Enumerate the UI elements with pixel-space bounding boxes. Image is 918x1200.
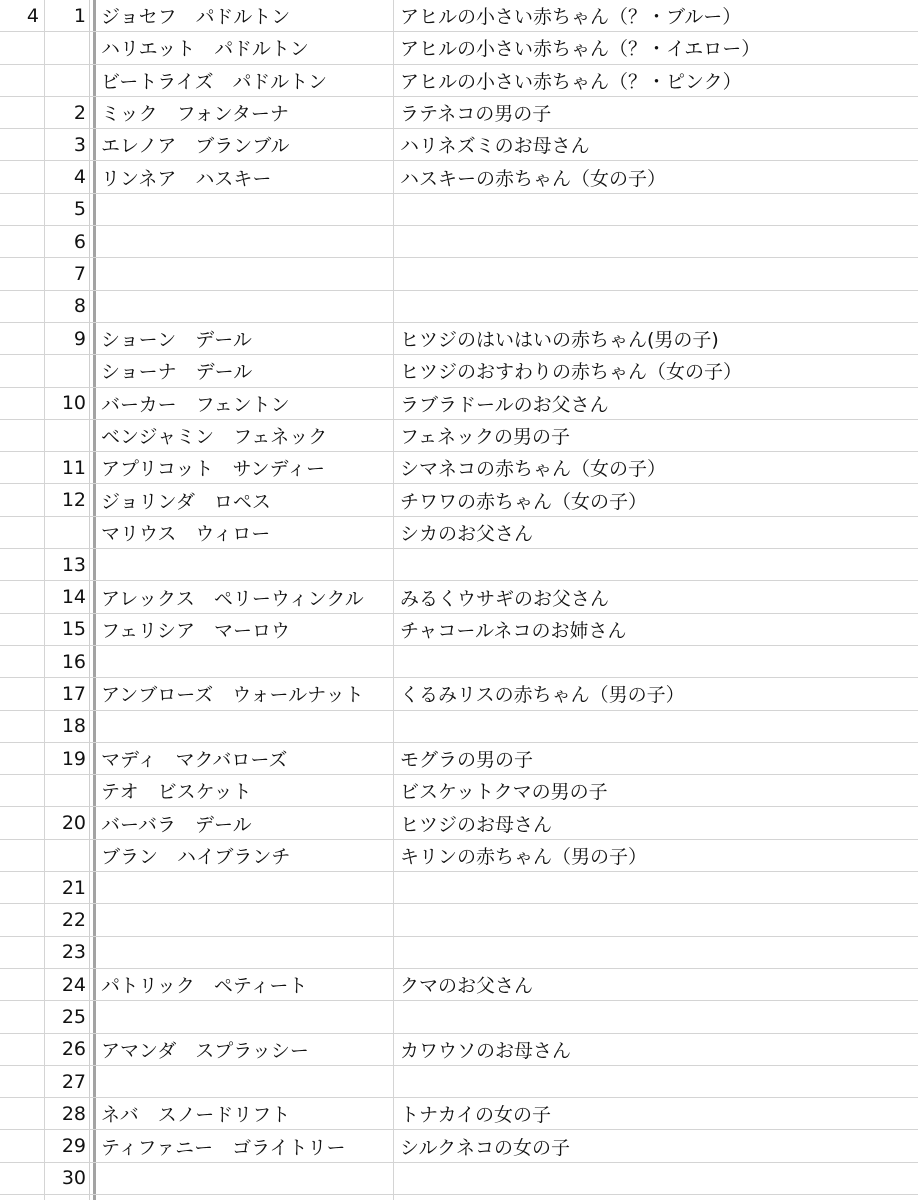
cell-description[interactable]: ラブラドールのお父さん	[400, 393, 609, 416]
cell-number[interactable]: 20	[61, 812, 86, 835]
table-row	[0, 646, 918, 678]
cell-a[interactable]	[0, 97, 44, 128]
cell-name[interactable]	[96, 1066, 393, 1097]
cell-a[interactable]: 4	[26, 4, 39, 27]
cell-number[interactable]: 15	[61, 618, 86, 641]
cell-name[interactable]	[96, 872, 393, 903]
cell-name[interactable]: ショーン デール	[101, 329, 252, 352]
table-row	[0, 969, 918, 1001]
cell-a[interactable]	[0, 872, 44, 903]
cell-name[interactable]	[96, 226, 393, 257]
cell-name[interactable]	[96, 1163, 393, 1194]
cell-a[interactable]	[0, 485, 44, 516]
cell-description[interactable]: ヒツジのはいはいの赤ちゃん(男の子)	[400, 329, 719, 352]
cell-description[interactable]: くるみリスの赤ちゃん（男の子）	[400, 684, 685, 707]
table-row	[0, 1001, 918, 1033]
cell-description[interactable]: クマのお父さん	[400, 975, 534, 998]
cell-description[interactable]: チャコールネコのお姉さん	[400, 619, 627, 642]
cell-a[interactable]	[0, 1001, 44, 1032]
cell-name[interactable]: アンブローズ ウォールナット	[101, 684, 364, 707]
cell-description[interactable]	[393, 549, 918, 580]
cell-description[interactable]	[393, 904, 918, 935]
table-row	[0, 808, 918, 840]
cell-name[interactable]: パトリック ペティート	[101, 975, 308, 998]
cell-a[interactable]	[0, 808, 44, 839]
cell-number[interactable]: 13	[61, 553, 86, 576]
cell-name[interactable]	[96, 194, 393, 225]
cell-number[interactable]	[44, 32, 89, 63]
cell-name[interactable]: アマンダ スプラッシー	[101, 1039, 309, 1062]
cell-name[interactable]: アプリコット サンディー	[101, 458, 326, 481]
cell-number[interactable]: 4	[73, 166, 86, 189]
cell-a[interactable]	[0, 743, 44, 774]
cell-a[interactable]	[0, 291, 44, 322]
cell-name[interactable]: ネバ スノードリフト	[101, 1104, 291, 1127]
cell-a[interactable]	[0, 775, 44, 806]
cell-name[interactable]: ジョセフ パドルトン	[101, 6, 291, 29]
cell-name[interactable]: フェリシア マーロウ	[101, 619, 291, 642]
cell-a[interactable]	[0, 937, 44, 968]
table-row	[0, 388, 918, 420]
cell-name[interactable]	[96, 904, 393, 935]
cell-number[interactable]: 1	[73, 4, 86, 27]
cell-number[interactable]: 23	[61, 941, 86, 964]
cell-description[interactable]	[393, 226, 918, 257]
cell-description[interactable]: モグラの男の子	[400, 749, 534, 772]
cell-number[interactable]: 12	[61, 489, 86, 512]
cell-description[interactable]: アヒルの小さい赤ちゃん（？・イエロー）	[400, 38, 761, 61]
cell-number[interactable]: 9	[73, 327, 86, 350]
cell-number[interactable]: 22	[61, 909, 86, 932]
cell-a[interactable]	[0, 388, 44, 419]
table-row	[0, 65, 918, 97]
cell-description[interactable]: シルクネコの女の子	[400, 1136, 570, 1159]
cell-description[interactable]: チワワの赤ちゃん（女の子）	[400, 490, 648, 513]
cell-a[interactable]	[0, 549, 44, 580]
table-row	[0, 194, 918, 226]
cell-description[interactable]: みるくウサギのお父さん	[400, 587, 610, 610]
cell-number[interactable]: 17	[61, 682, 86, 705]
cell-number[interactable]: 26	[61, 1038, 86, 1061]
cell-number[interactable]: 7	[73, 263, 86, 286]
cell-description[interactable]: ヒツジのお母さん	[400, 813, 553, 836]
cell-a[interactable]	[0, 711, 44, 742]
cell-number[interactable]: 21	[61, 876, 86, 899]
cell-number[interactable]: 16	[61, 650, 86, 673]
cell-a[interactable]	[0, 646, 44, 677]
cell-name[interactable]: リンネア ハスキー	[101, 167, 272, 190]
table-row	[0, 614, 918, 646]
cell-description[interactable]: ラテネコの男の子	[400, 103, 552, 126]
table-row	[0, 840, 918, 872]
cell-description[interactable]	[393, 872, 918, 903]
cell-a[interactable]	[0, 194, 44, 225]
cell-name[interactable]: ブラン ハイブランチ	[101, 845, 291, 868]
cell-a[interactable]	[0, 226, 44, 257]
cell-name[interactable]: エレノア ブランブル	[101, 135, 290, 158]
table-row	[0, 420, 918, 452]
cell-description[interactable]: シマネコの赤ちゃん（女の子）	[400, 458, 667, 481]
cell-a[interactable]	[0, 969, 44, 1000]
cell-number[interactable]: 14	[61, 586, 86, 609]
cell-number[interactable]: 25	[61, 1005, 86, 1028]
table-row	[0, 549, 918, 581]
cell-number[interactable]: 3	[73, 133, 86, 156]
cell-name[interactable]: ミック フォンターナ	[101, 103, 289, 126]
cell-name[interactable]: マリウス ウィロー	[101, 522, 271, 545]
cell-a[interactable]	[0, 129, 44, 160]
cell-a[interactable]	[0, 1098, 44, 1129]
cell-a[interactable]	[0, 420, 44, 451]
cell-number[interactable]: 6	[73, 230, 86, 253]
cell-a[interactable]	[0, 355, 44, 386]
cell-description[interactable]	[393, 291, 918, 322]
table-row	[0, 258, 918, 290]
cell-description[interactable]: トナカイの女の子	[400, 1104, 552, 1127]
table-row	[0, 775, 918, 807]
cell-a[interactable]	[0, 65, 44, 96]
cell-number[interactable]	[44, 65, 89, 96]
table-row	[0, 323, 918, 355]
cell-a[interactable]	[0, 1163, 44, 1194]
cell-name[interactable]	[96, 646, 393, 677]
cell-number[interactable]: 10	[61, 392, 86, 415]
cell-number[interactable]: 29	[61, 1135, 86, 1158]
cell-a[interactable]	[0, 32, 44, 63]
cell-number[interactable]: 11	[61, 456, 86, 479]
cell-number[interactable]	[44, 775, 89, 806]
cell-number[interactable]: 5	[73, 198, 86, 221]
table-row	[0, 485, 918, 517]
table-row	[0, 0, 918, 32]
table-row	[0, 1034, 918, 1066]
table-row	[0, 872, 918, 904]
cell-name[interactable]: バーバラ デール	[101, 813, 252, 836]
table-row	[0, 517, 918, 549]
cell-description[interactable]: ビスケットクマの男の子	[400, 781, 608, 804]
cell-number[interactable]	[44, 420, 89, 451]
cell-name[interactable]: ハリエット パドルトン	[101, 38, 309, 61]
cell-name[interactable]	[96, 258, 393, 289]
cell-description[interactable]: ハスキーの赤ちゃん（女の子）	[400, 167, 667, 190]
cell-description[interactable]	[393, 194, 918, 225]
cell-a[interactable]	[0, 517, 44, 548]
table-row	[0, 226, 918, 258]
cell-name[interactable]: アレックス ペリーウィンクル	[101, 587, 364, 610]
cell-number[interactable]: 27	[61, 1070, 86, 1093]
cell-description[interactable]: アヒルの小さい赤ちゃん（？・ブルー）	[400, 6, 742, 29]
cell-number[interactable]: 2	[73, 101, 86, 124]
cell-name[interactable]: ティファニー ゴライトリー	[101, 1136, 346, 1159]
table-row	[0, 678, 918, 710]
cell-description[interactable]: アヒルの小さい赤ちゃん（？・ピンク）	[400, 70, 742, 93]
cell-description[interactable]	[393, 646, 918, 677]
cell-name[interactable]: ショーナ デール	[101, 361, 253, 384]
cell-description[interactable]	[393, 1163, 918, 1194]
table-row	[0, 355, 918, 387]
cell-a[interactable]	[0, 840, 44, 871]
table-row	[0, 129, 918, 161]
cell-number[interactable]: 24	[61, 973, 86, 996]
table-row	[0, 97, 918, 129]
cell-name[interactable]: テオ ビスケット	[101, 781, 252, 804]
table-row	[0, 291, 918, 323]
cell-a[interactable]	[0, 1034, 44, 1065]
cell-description[interactable]	[393, 937, 918, 968]
cell-name[interactable]	[96, 549, 393, 580]
cell-description[interactable]: ハリネズミのお母さん	[400, 135, 590, 158]
cell-name[interactable]: バーカー フェントン	[101, 393, 290, 416]
cell-description[interactable]	[393, 1066, 918, 1097]
cell-a[interactable]	[0, 904, 44, 935]
cell-number[interactable]: 30	[61, 1167, 86, 1190]
cell-a[interactable]	[0, 258, 44, 289]
cell-number[interactable]	[44, 840, 89, 871]
cell-a[interactable]	[0, 1131, 44, 1162]
cell-name[interactable]	[96, 711, 393, 742]
cell-name[interactable]: ベンジャミン フェネック	[101, 426, 328, 449]
table-row	[0, 937, 918, 969]
cell-a[interactable]	[0, 581, 44, 612]
table-row	[0, 711, 918, 743]
cell-description[interactable]: カワウソのお母さん	[400, 1039, 572, 1062]
table-row	[0, 1131, 918, 1163]
cell-name[interactable]: ビートライズ パドルトン	[101, 70, 328, 93]
cell-number[interactable]: 18	[61, 715, 86, 738]
cell-description[interactable]: キリンの赤ちゃん（男の子）	[400, 845, 648, 868]
table-row	[0, 162, 918, 194]
cell-name[interactable]	[96, 1001, 393, 1032]
cell-number[interactable]: 28	[61, 1102, 86, 1125]
table-row	[0, 743, 918, 775]
table-row	[0, 452, 918, 484]
cell-a[interactable]	[0, 614, 44, 645]
cell-a[interactable]	[0, 452, 44, 483]
cell-name[interactable]: マディ マクバローズ	[101, 749, 288, 772]
table-row	[0, 32, 918, 64]
cell-name[interactable]	[96, 291, 393, 322]
table-row	[0, 904, 918, 936]
table-row	[0, 1098, 918, 1130]
cell-a[interactable]	[0, 678, 44, 709]
cell-description[interactable]: ヒツジのおすわりの赤ちゃん（女の子）	[400, 361, 743, 384]
table-row	[0, 1066, 918, 1098]
cell-a[interactable]	[0, 323, 44, 354]
cell-name[interactable]: ジョリンダ ロペス	[101, 490, 271, 513]
cell-number[interactable]	[44, 355, 89, 386]
cell-description[interactable]: シカのお父さん	[400, 522, 534, 545]
table-row	[0, 1163, 918, 1195]
cell-a[interactable]	[0, 1066, 44, 1097]
cell-a[interactable]	[0, 162, 44, 193]
cell-number[interactable]: 8	[73, 295, 86, 318]
cell-description[interactable]	[393, 1001, 918, 1032]
cell-number[interactable]	[44, 517, 89, 548]
cell-description[interactable]	[393, 258, 918, 289]
table-row	[0, 581, 918, 613]
cell-name[interactable]	[96, 937, 393, 968]
cell-description[interactable]	[393, 711, 918, 742]
cell-description[interactable]: フェネックの男の子	[400, 426, 571, 449]
cell-number[interactable]: 19	[61, 747, 86, 770]
